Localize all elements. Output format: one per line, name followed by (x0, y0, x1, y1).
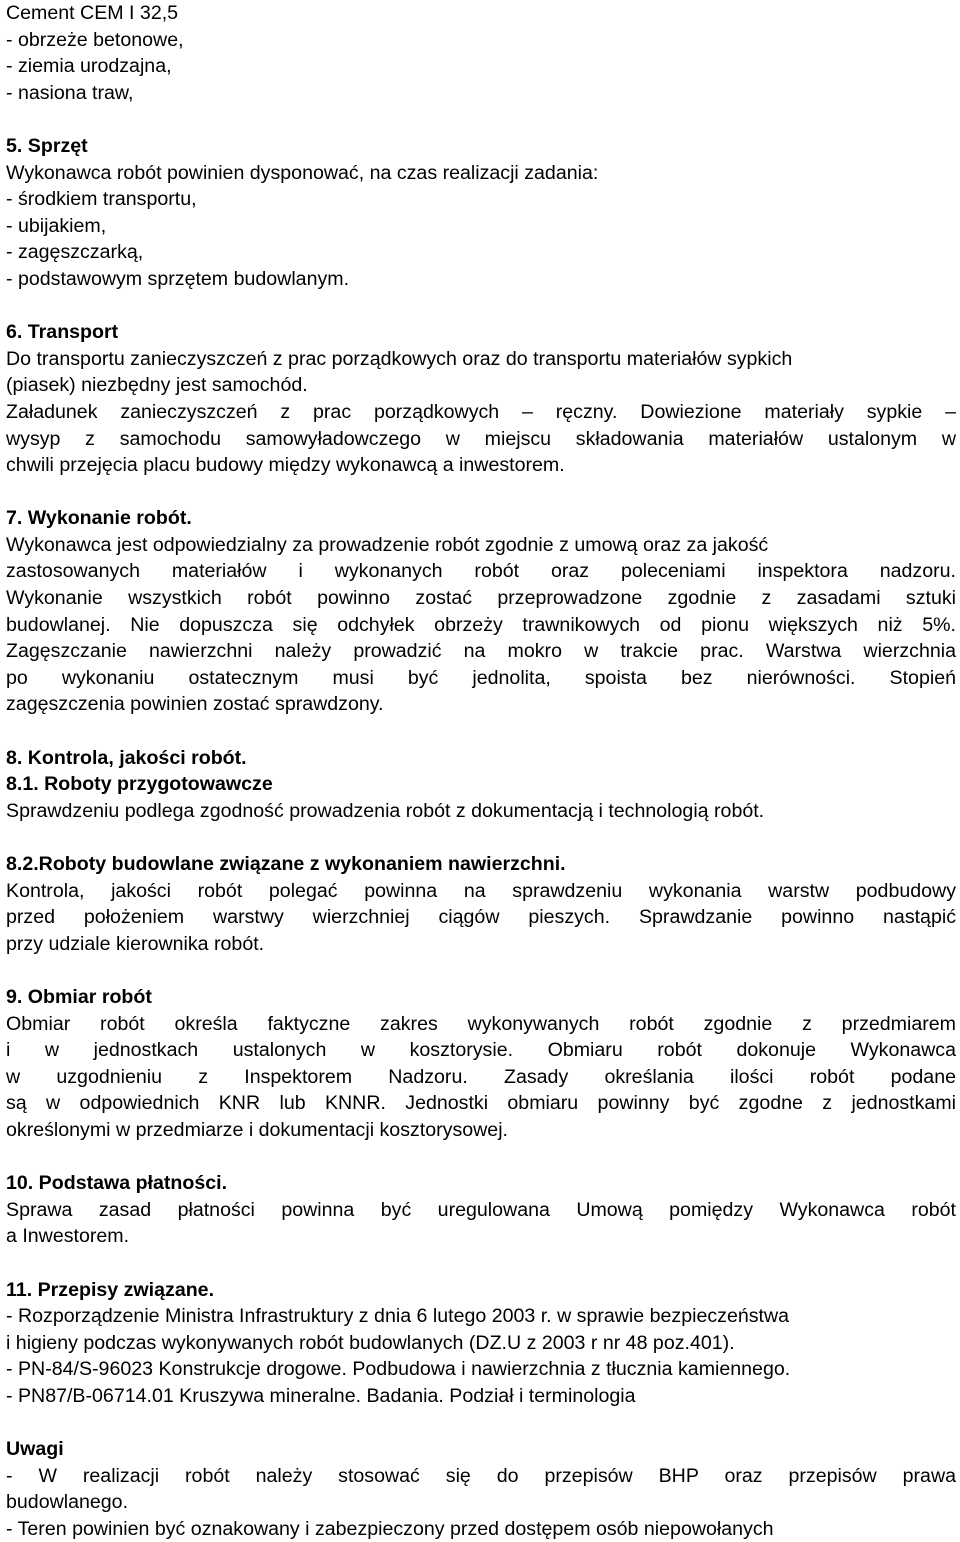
spacer (6, 718, 956, 745)
section-7-execution (6, 505, 956, 718)
text-line: - obrzeże betonowe, (6, 28, 184, 51)
text-line: (piasek) niezbędny jest samochód. (6, 374, 308, 397)
text-line: po wykonaniu ostatecznym musi być jednolita, spoista bez nierówności. Stopień (6, 666, 956, 689)
section-5-equipment (6, 133, 956, 293)
text-line: i w jednostkach ustalonych w kosztorysie. Obmiaru robót dokonuje Wykonawca (6, 1039, 956, 1062)
text-line: są w odpowiednich KNR lub KNNR. Jednostki obmiaru powinny być zgodne z jednostkami (6, 1092, 956, 1115)
spacer (6, 293, 956, 320)
text-line: Kontrola, jakości robót polegać powinna na sprawdzeniu wykonania warstw podbudowy (6, 879, 956, 902)
section-notes (6, 1436, 956, 1542)
section-9-measurement (6, 984, 956, 1144)
text-line: Do transportu zanieczyszczeń z prac porządkowych oraz do transportu materiałów sypkich (6, 347, 793, 370)
spacer (6, 1250, 956, 1277)
section-6-transport (6, 319, 956, 479)
text-line: - ziemia urodzajna, (6, 55, 172, 78)
section-heading: 7. Wykonanie robót. (6, 507, 192, 530)
text-line: i higieny podczas wykonywanych robót budowlanych (DZ.U z 2003 r nr 48 poz.401). (6, 1331, 735, 1354)
text-line: wysyp z samochodu samowyładowczego w miejscu składowania materiałów ustalonym w (6, 427, 956, 450)
section-heading: 8. Kontrola, jakości robót. (6, 746, 247, 769)
text-line: - zagęszczarką, (6, 241, 144, 264)
spacer (6, 479, 956, 506)
section-heading: 9. Obmiar robót (6, 985, 152, 1008)
text-line: określonymi w przedmiarze i dokumentacji kosztorysowej. (6, 1118, 508, 1141)
spacer (6, 824, 956, 851)
section-heading: Uwagi (6, 1438, 64, 1461)
spacer (6, 1409, 956, 1436)
text-line: budowlanego. (6, 1491, 129, 1514)
text-line: Cement CEM I 32,5 (6, 2, 179, 24)
text-line: Załadunek zanieczyszczeń z prac porządkowych – ręczny. Dowiezione materiały sypkie – (6, 400, 956, 423)
text-line: - nasiona traw, (6, 81, 134, 104)
text-line: w uzgodnieniu z Inspektorem Nadzoru. Zasady określania ilości robót podane (6, 1065, 956, 1088)
text-line: Obmiar robót określa faktyczne zakres wykonywanych robót zgodnie z przedmiarem (6, 1012, 956, 1035)
section-8-quality-control (6, 745, 956, 958)
text-line: - Rozporządzenie Ministra Infrastruktury z dnia 6 lutego 2003 r. w sprawie bezpieczeństwa (6, 1305, 790, 1328)
text-line: - PN-84/S-96023 Konstrukcje drogowe. Podbudowa i nawierzchnia z tłucznia kamiennego. (6, 1358, 791, 1381)
subsection-heading: 8.2.Roboty budowlane związane z wykonaniem nawierzchni. (6, 853, 566, 875)
text-line: - środkiem transportu, (6, 188, 197, 211)
text-line: Sprawa zasad płatności powinna być uregulowana Umową pomiędzy Wykonawca robót (6, 1198, 956, 1221)
subsection-heading: 8.1. Roboty przygotowawcze (6, 773, 273, 796)
text-line: - podstawowym sprzętem budowlanym. (6, 267, 350, 290)
spacer (6, 957, 956, 984)
section-11-regulations (6, 1277, 956, 1410)
text-line: Wykonawca robót powinien dysponować, na czas realizacji zadania: (6, 161, 599, 184)
text-line: Zagęszczanie nawierzchni należy prowadzić na mokro w trakcie prac. Warstwa wierzchnia (6, 640, 956, 663)
section-heading: 6. Transport (6, 321, 119, 344)
text-line: zagęszczenia powinien zostać sprawdzony. (6, 693, 384, 716)
text-line: - ubijakiem, (6, 214, 107, 237)
text-line: a Inwestorem. (6, 1225, 130, 1248)
text-line: - W realizacji robót należy stosować się do przepisów BHP oraz przepisów prawa (6, 1464, 956, 1487)
text-line: zastosowanych materiałów i wykonanych robót oraz poleceniami inspektora nadzoru. (6, 560, 956, 583)
text-line: budowlanej. Nie dopuszcza się odchyłek obrzeży trawnikowych od pionu większych niż 5%. (6, 613, 956, 636)
text-line: - PN87/B-06714.01 Kruszywa mineralne. Badania. Podział i terminologia (6, 1384, 636, 1407)
section-10-payment-basis (6, 1170, 956, 1250)
spacer (6, 1144, 956, 1171)
section-heading: 11. Przepisy związane. (6, 1278, 215, 1301)
document-page (6, 0, 956, 1542)
text-line: przed położeniem warstwy wierzchniej ciągów pieszych. Sprawdzanie powinno nastąpić (6, 906, 956, 929)
spacer (6, 106, 956, 133)
text-line: przy udziale kierownika robót. (6, 932, 265, 955)
text-line: - Teren powinien być oznakowany i zabezpieczony przed dostępem osób niepowołanych (6, 1517, 774, 1540)
section-heading: 5. Sprzęt (6, 134, 88, 157)
text-line: Wykonanie wszystkich robót powinno zostać przeprowadzone zgodnie z zasadami sztuki (6, 587, 956, 610)
text-line: Wykonawca jest odpowiedzialny za prowadzenie robót zgodnie z umową oraz za jakość (6, 533, 769, 556)
section-heading: 10. Podstawa płatności. (6, 1172, 228, 1195)
text-line: chwili przejęcia placu budowy między wykonawcą a inwestorem. (6, 454, 565, 477)
intro-list (6, 0, 956, 106)
text-line: Sprawdzeniu podlega zgodność prowadzenia robót z dokumentacją i technologią robót. (6, 799, 765, 822)
